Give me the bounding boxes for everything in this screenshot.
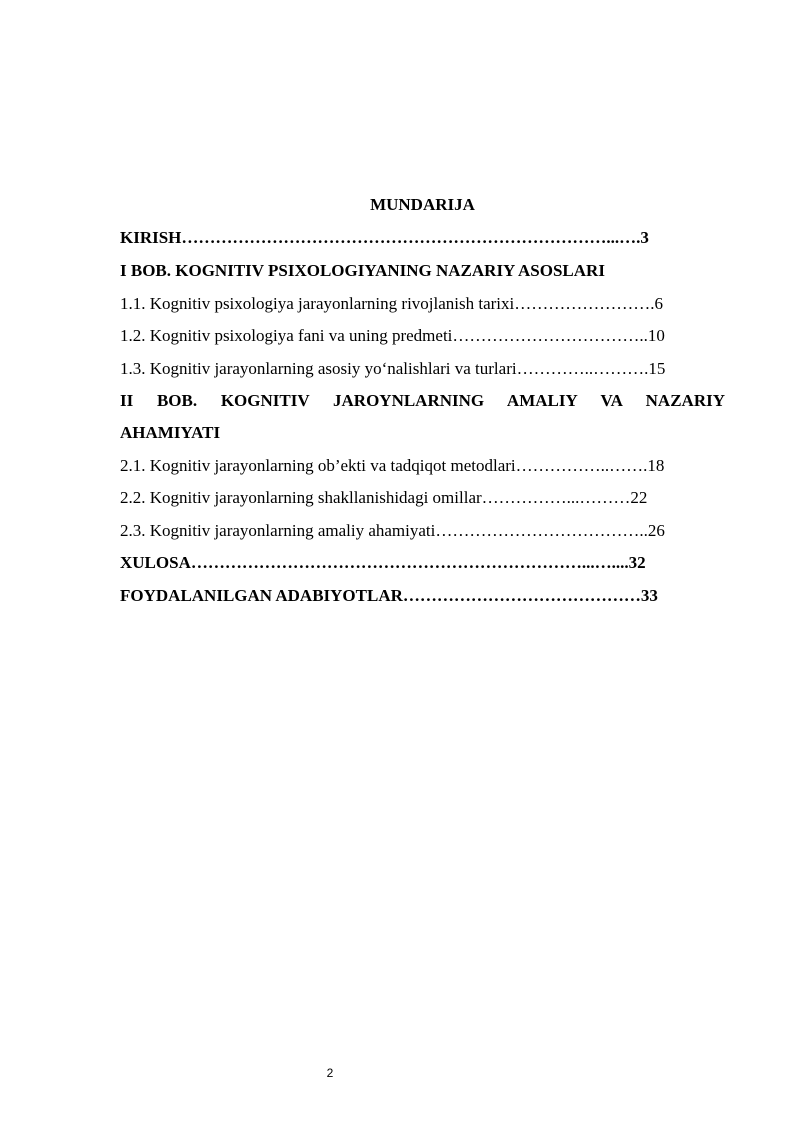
toc-entry-adabiyotlar: FOYDALANILGAN ADABIYOTLAR……………………………………33 <box>120 586 658 605</box>
page-number: 2 <box>326 1066 334 1080</box>
toc-entry-xulosa: XULOSA……………………………………………………………...…....32 <box>120 553 646 572</box>
toc-title: MUNDARIJA <box>370 195 475 214</box>
toc-chapter-1: I BOB. KOGNITIV PSIXOLOGIYANING NAZARIY ASOSLARI <box>120 261 605 280</box>
toc-chapter-2-cont: AHAMIYATI <box>120 423 221 442</box>
toc-entry-2-1: 2.1. Kognitiv jarayonlarning ob’ekti va tadqiqot metodlari……………..…….18 <box>120 456 665 475</box>
toc-entry-1-1: 1.1. Kognitiv psixologiya jarayonlarning rivojlanish tarixi…………………….6 <box>120 294 663 313</box>
toc-entry-1-3: 1.3. Kognitiv jarayonlarning asosiy yo‘nalishlari va turlari…………..……….15 <box>120 359 666 378</box>
toc-entry-kirish: KIRISH…………………………………………………………………...….3 <box>120 228 649 247</box>
toc-entry-2-2: 2.2. Kognitiv jarayonlarning shakllanishidagi omillar……………...………22 <box>120 488 648 507</box>
toc-entry-2-3: 2.3. Kognitiv jarayonlarning amaliy ahamiyati………………………………..26 <box>120 521 665 540</box>
toc-entry-1-2: 1.2. Kognitiv psixologiya fani va uning predmeti……………………………..10 <box>120 326 665 345</box>
toc-chapter-2: II BOB. KOGNITIV JAROYNLARNING AMALIY VA NAZARIY <box>120 391 725 410</box>
